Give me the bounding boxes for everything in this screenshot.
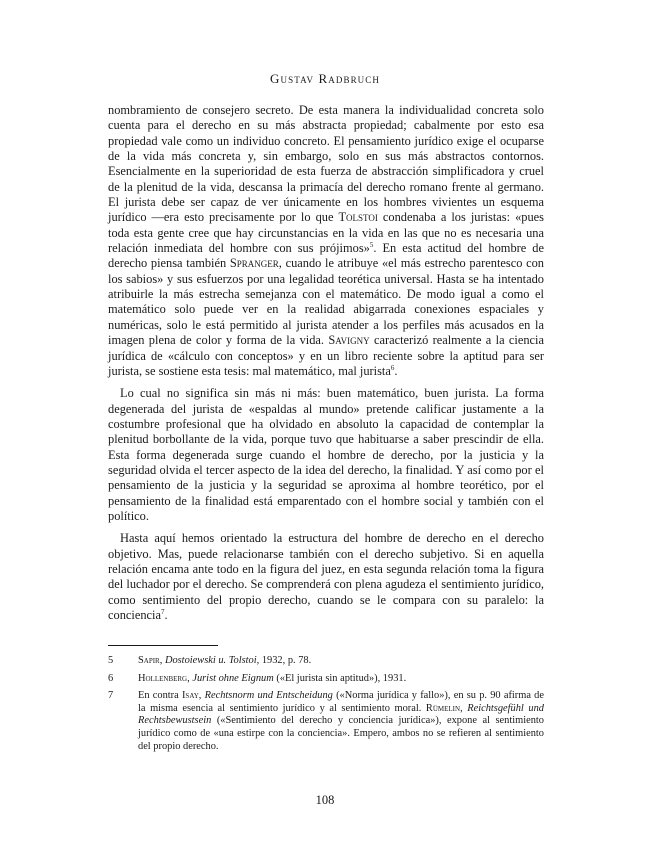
footnotes — [108, 655, 544, 758]
footnote — [108, 673, 544, 686]
main-text — [108, 103, 544, 623]
footnote — [108, 690, 544, 753]
page-number: 108 — [315, 793, 335, 807]
footnote — [108, 655, 544, 668]
author-name: Savigny — [328, 333, 370, 348]
footnote-text: Sapir, Dostoiewski u. Tolstoi, 1932, p. 78. — [138, 655, 312, 666]
footnote-ref[interactable]: 6 — [390, 363, 395, 372]
running-head: Gustav Radbruch — [270, 71, 380, 86]
footnote-rule — [108, 645, 218, 646]
author-name: Spranger — [229, 256, 279, 271]
paragraph: nombramiento de consejero secreto. De esta manera la individualidad concreta solo cuenta para el derecho en su más abstracta propiedad; cabalmente por esto esa propiedad vale como un individuo concreto. El pensamiento jurídico exige el ocuparse de la vida más concreta y, sin embargo, solo en sus más abstractos contornos. Esencialmente en la superioridad de esta fuerza de abstracción simplificadora y cruel de la plenitud de la vida, descansa la primacía del derecho romano frente al germano. El jurista debe ser capaz de ver únicamente en los hombres vivientes un esquema jurídico —era esto precisamente por lo que Tolstoi condenaba a los juristas: «pues toda esta gente cree que hay circunstancias en la vida en las que no es necesaria una relación inmediata del hombre con sus prójimos»$^5$. En esta actitud del hombre de derecho piensa también Spranger, cuando le atribuye «el más estrecho parentesco con los sabios» y sus esfuerzos por una legalidad teorética universal. Hasta se ha intentado atribuirle la más estrecha semejanza con el matemático. De modo igual a como el matemático solo puede ver en la realidad abigarrada conexiones espaciales y numéricas, solo le está permitido al jurista atender a los perfiles más acusados en la imagen plena de color y forma de la vida. Savigny caracterizó realmente a la ciencia jurídica de «cálculo con conceptos» y en un libro reciente sobre la aptitud para ser jurista, se sostiene esta tesis: mal matemático, mal jurista$^6$. — [108, 103, 545, 378]
footnote-number: 5 — [108, 655, 114, 666]
paragraph: Hasta aquí hemos orientado la estructura del hombre de derecho en el derecho objetivo. Mas, puede relacionarse también con el derecho subjetivo. Si en aquella relación encama ante todo en la figura del juez, en esta segunda relación toma la figura del luchador por el derecho. Se comprenderá con plena agudeza el sentimiento jurídico, como sentimiento del propio derecho, cuando se le compara con su paralelo: la conciencia$^7$. — [108, 531, 544, 622]
footnote-ref[interactable]: 7 — [160, 608, 165, 616]
paragraph: Lo cual no significa sin más ni más: buen matemático, buen jurista. La forma degenerada del jurista de «espaldas al mundo» pretende calificar justamente a la costumbre profesional que ha olvidado en absoluto la capacidad de contemplar la plenitud borbollante de la vida, porque tuvo que habituarse a saber prescindir de ella. Esta forma degenerada surge cuando el hombre de derecho, por la justicia y la seguridad olvida el tercer aspecto de la idea del derecho, la finalidad. Y así como por el pensamiento de la justicia y la seguridad se aproxima al hombre teorético, por el pensamiento de la finalidad está emparentado con el hombre social y también con el político. — [108, 386, 544, 523]
footnote-number: 6 — [108, 672, 114, 684]
footnote-number: 7 — [108, 690, 114, 702]
footnote-text: En contra Isay, Rechtsnorm und Entscheidung («Norma jurídica y fallo»), en su p. 90 afirma de la misma esencia al sentimiento jurídico y al sentimiento moral. Rümelin, Reichtsgefühl und Rechtsbewustsein («Sentimiento del derecho y conciencia jurídica»), expone al sentimiento jurídico como de «una estirpe con la conciencia». Empero, ambos no se refieren al sentimiento del propio derecho. — [138, 690, 544, 752]
footnote-ref[interactable]: 5 — [369, 241, 374, 250]
footnote-text: Hollenberg, Jurist ohne Eignum («El jurista sin aptitud»), 1931. — [138, 672, 407, 684]
author-name: Tolstoi — [338, 210, 378, 225]
